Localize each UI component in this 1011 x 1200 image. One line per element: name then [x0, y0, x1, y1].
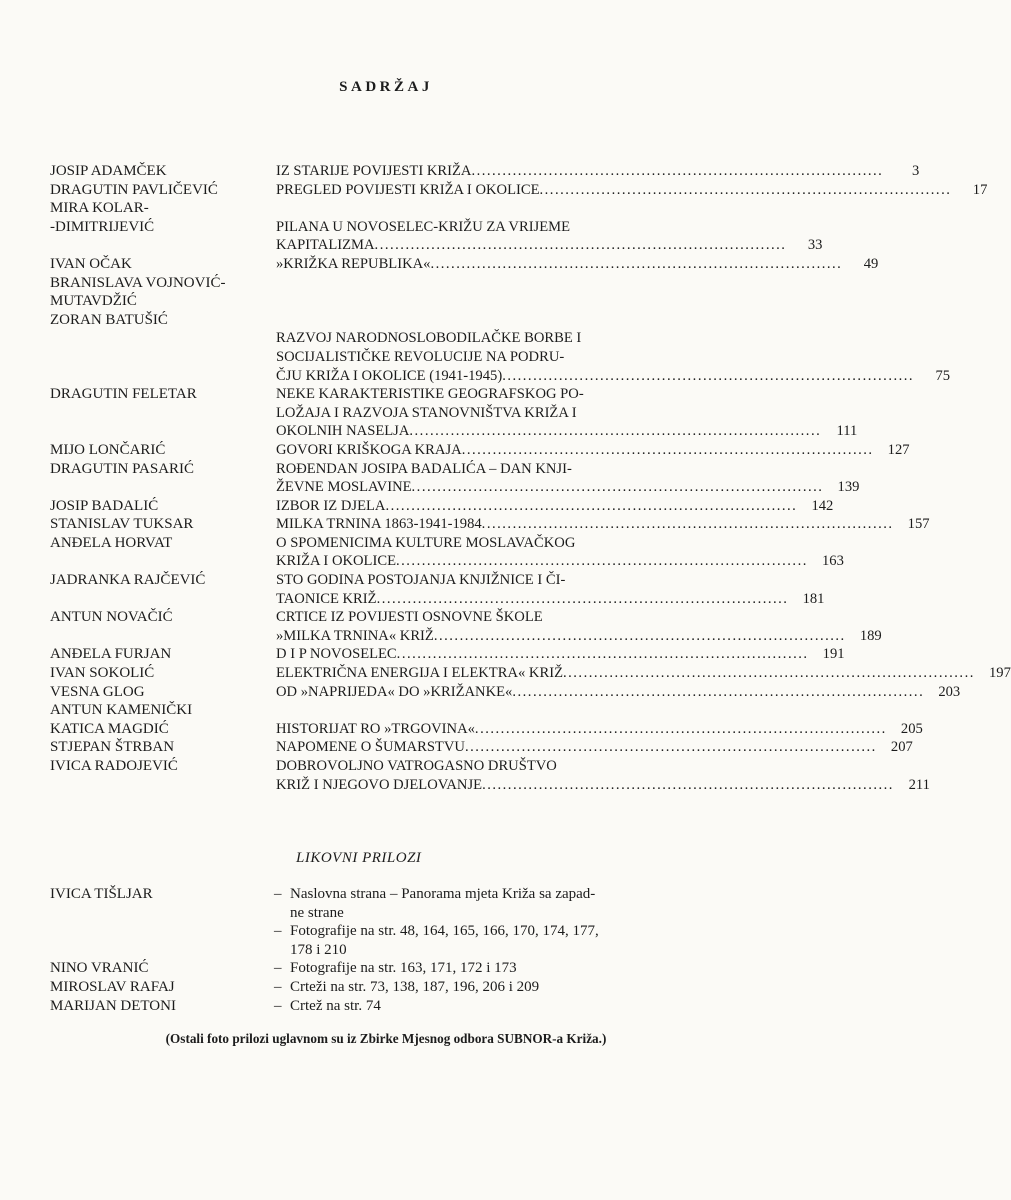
toc-author [0, 255, 276, 274]
toc-entry [276, 720, 923, 739]
entry-title: KAPITALIZMA [276, 237, 375, 254]
author-name: MIJO LONČARIĆ [50, 441, 166, 458]
toc-row [0, 720, 923, 739]
page-number: 157 [907, 516, 930, 533]
toc-entry [276, 738, 913, 757]
page-number: 49 [863, 255, 879, 272]
author-name: MIRA KOLAR- [50, 200, 149, 217]
dot-leader: ................................................................................ [471, 163, 884, 179]
page-number [680, 329, 716, 348]
dot-leader [565, 571, 680, 590]
toc-line [276, 627, 882, 646]
author-name: JOSIP ADAMČEK [50, 163, 167, 179]
author-name: STJEPAN ŠTRBAN [50, 739, 175, 756]
toc-line [276, 497, 834, 516]
toc-line [276, 776, 930, 795]
page-number: 127 [887, 441, 910, 458]
page-number [680, 348, 716, 367]
credit-name: MARIJAN DETONI [50, 997, 176, 1014]
entry-title: D I P NOVOSELEC [276, 646, 397, 663]
page-number [680, 757, 716, 776]
credit-row [0, 885, 772, 959]
author-name: JADRANKA RAJČEVIĆ [50, 572, 206, 589]
toc-row [0, 385, 858, 441]
page-number: 211 [908, 776, 930, 793]
entry-title: TAONICE KRIŽ [276, 590, 377, 607]
toc-row [0, 664, 1011, 683]
entry-title: DOBROVOLJNO VATROGASNO DRUŠTVO [276, 758, 557, 774]
toc-row [0, 645, 845, 664]
entry-title: RAZVOJ NARODNOSLOBODILAČKE BORBE I [276, 330, 582, 347]
dot-leader: ................................................................................ [376, 590, 789, 607]
dot-leader: ................................................................................ [430, 255, 843, 272]
entry-title: SOCIJALISTIČKE REVOLUCIJE NA PODRU- [276, 348, 565, 365]
credit-text: Fotografije na str. 48, 164, 165, 166, 170, 174, 177, [290, 923, 599, 940]
page-number: 33 [807, 237, 823, 254]
credit-name: MIROSLAV RAFAJ [50, 978, 175, 995]
entry-title: GOVORI KRIŠKOGA KRAJA [276, 441, 462, 458]
toc-entry [276, 311, 951, 385]
author-name: IVAN OČAK [50, 255, 132, 272]
credit-dash: – [274, 886, 282, 902]
toc-row [0, 683, 961, 702]
toc-author [0, 645, 276, 664]
dot-leader: ................................................................................ [562, 665, 975, 682]
credit-line [274, 941, 660, 960]
toc-entry [276, 385, 858, 441]
page-number: 197 [988, 665, 1011, 682]
toc-author [0, 274, 276, 311]
author-name: KATICA MAGDIĆ [50, 720, 169, 737]
toc-row [0, 757, 930, 794]
author-name: IVICA RADOJEVIĆ [50, 758, 178, 774]
dot-leader: ................................................................................ [482, 776, 894, 793]
author-name: MUTAVDŽIĆ [50, 293, 137, 310]
page-number: 191 [822, 646, 845, 663]
page-title: SADRŽAJ [339, 79, 433, 95]
author-name: IVAN SOKOLIĆ [50, 665, 155, 682]
page-number: 189 [859, 627, 882, 644]
credit-description [274, 978, 660, 997]
dot-leader [581, 329, 680, 348]
toc-row [0, 274, 772, 311]
page-number [680, 534, 716, 553]
credit-row [0, 978, 772, 997]
page-number: 205 [900, 720, 923, 737]
toc-line [276, 738, 913, 757]
toc-row [0, 701, 772, 720]
toc-entry [276, 441, 910, 460]
author-name: STANISLAV TUKSAR [50, 516, 194, 533]
toc-row [0, 162, 920, 181]
toc-row [0, 181, 988, 200]
dot-leader [570, 218, 680, 237]
entry-title: OKOLNIH NASELJA [276, 423, 410, 440]
credit-dash: – [274, 978, 282, 995]
dot-leader: ................................................................................ [396, 646, 809, 663]
credit-line [274, 922, 660, 941]
credit-description [274, 885, 660, 959]
page-number [680, 385, 716, 404]
dot-leader: ................................................................................ [409, 423, 822, 440]
entry-title: KRIŽ I NJEGOVO DJELOVANJE [276, 776, 483, 793]
toc-author [0, 199, 276, 255]
dot-leader: ................................................................................ [464, 739, 877, 756]
page-number: 181 [802, 590, 825, 607]
toc-entry [276, 571, 825, 608]
toc-entry [276, 497, 834, 516]
credit-text: Fotografije na str. 163, 171, 172 i 173 [290, 960, 517, 977]
entry-title: CRTICE IZ POVIJESTI OSNOVNE ŠKOLE [276, 609, 543, 626]
toc-author [0, 311, 276, 385]
author-name: ZORAN BATUŠIĆ [50, 311, 168, 328]
dot-leader [543, 608, 680, 627]
credit-line [274, 885, 660, 904]
toc-author [0, 534, 276, 571]
toc-line [276, 571, 716, 590]
toc-author [0, 701, 276, 720]
credit-dash [274, 904, 290, 923]
toc-line [276, 181, 988, 200]
toc-entry [276, 608, 882, 645]
toc-author [0, 515, 276, 534]
author-name: ANTUN NOVAČIĆ [50, 609, 173, 626]
credit-description [274, 997, 660, 1016]
toc-line [276, 329, 716, 348]
page-number: 3 [912, 163, 920, 179]
toc-author [0, 460, 276, 497]
toc-entry [276, 664, 1011, 683]
page-number: 75 [935, 367, 951, 384]
toc-row [0, 608, 882, 645]
entry-title: LOŽAJA I RAZVOJA STANOVNIŠTVA KRIŽA I [276, 404, 577, 421]
toc-row [0, 515, 930, 534]
author-name: JOSIP BADALIĆ [50, 497, 159, 514]
dot-leader: ................................................................................ [411, 479, 824, 496]
toc-author [0, 162, 276, 181]
entry-title: »MILKA TRNINA« KRIŽ [276, 627, 434, 644]
toc-line [276, 218, 716, 237]
credit-text: 178 i 210 [290, 941, 347, 958]
toc-entry [276, 645, 845, 664]
entry-title: STO GODINA POSTOJANJA KNJIŽNICE I ČI- [276, 572, 566, 589]
page-number: 139 [837, 479, 860, 496]
credit-description [274, 959, 660, 978]
toc-line [276, 367, 951, 386]
toc-row [0, 497, 834, 516]
page-number: 17 [972, 181, 988, 198]
credits-title: LIKOVNI PRILOZI [296, 850, 422, 866]
toc-line [276, 422, 858, 441]
toc-line [276, 441, 910, 460]
author-name: ANTUN KAMENIČKI [50, 702, 193, 719]
entry-title: »KRIŽKA REPUBLIKA« [276, 255, 431, 272]
toc-entry [276, 534, 844, 571]
page-number: 207 [890, 739, 913, 756]
toc-row [0, 738, 913, 757]
toc-author [0, 441, 276, 460]
page-number [680, 404, 716, 423]
toc-entry [276, 162, 920, 181]
toc-line [276, 552, 844, 571]
toc-author [0, 738, 276, 757]
toc-entry [276, 515, 930, 534]
dot-leader [572, 460, 680, 479]
page-number [680, 571, 716, 590]
toc-line [276, 757, 716, 776]
toc-row [0, 441, 910, 460]
credit-line [274, 978, 660, 997]
credit-text: Crteži na str. 73, 138, 187, 196, 206 i 209 [290, 978, 540, 995]
dot-leader: ................................................................................ [539, 181, 952, 198]
toc-line [276, 720, 923, 739]
dot-leader [557, 757, 680, 776]
toc-line [276, 590, 825, 609]
toc-line [276, 515, 930, 534]
dot-leader [575, 534, 680, 553]
page-number: 111 [836, 423, 858, 440]
dot-leader: ................................................................................ [474, 720, 887, 737]
entry-title: O SPOMENICIMA KULTURE MOSLAVAČKOG [276, 534, 576, 551]
dot-leader: ................................................................................ [481, 516, 894, 533]
toc-line [276, 404, 716, 423]
toc-line [276, 460, 716, 479]
dot-leader [577, 404, 680, 423]
toc-entry [276, 274, 716, 311]
credit-row [0, 959, 772, 978]
toc-author [0, 664, 276, 683]
toc-entry [276, 199, 823, 255]
credit-name: NINO VRANIĆ [50, 960, 149, 977]
entry-title: MILKA TRNINA 1863-1941-1984 [276, 516, 482, 533]
entry-title: KRIŽA I OKOLICE [276, 553, 396, 570]
author-name: DRAGUTIN FELETAR [50, 386, 197, 403]
author-name: BRANISLAVA VOJNOVIĆ- [50, 274, 226, 291]
toc-entry [276, 757, 930, 794]
toc-line [276, 534, 716, 553]
dot-leader: ................................................................................ [502, 367, 915, 384]
page-number: 203 [938, 683, 961, 700]
toc-author [0, 571, 276, 608]
toc-line [276, 236, 823, 255]
credit-text: Naslovna strana – Panorama mjeta Križa sa zapad- [290, 886, 596, 902]
toc-entry [276, 181, 988, 200]
toc-line [276, 162, 920, 181]
toc-line [276, 664, 1011, 683]
page-number [680, 460, 716, 479]
author-name: VESNA GLOG [50, 683, 145, 700]
toc-row [0, 255, 879, 274]
entry-title: HISTORIJAT RO »TRGOVINA« [276, 720, 475, 737]
dot-leader: ................................................................................ [385, 497, 798, 514]
toc-line [276, 683, 961, 702]
toc-row [0, 534, 844, 571]
toc-line [276, 645, 845, 664]
entry-title: NAPOMENE O ŠUMARSTVU [276, 739, 465, 756]
author-name: DRAGUTIN PASARIĆ [50, 460, 195, 477]
toc-entry [276, 683, 961, 702]
credit-text: ne strane [290, 904, 344, 921]
author-name: ANĐELA HORVAT [50, 534, 173, 551]
toc-entry [276, 701, 716, 720]
entry-title: ROĐENDAN JOSIPA BADALIĆA – DAN KNJI- [276, 460, 572, 477]
toc-row [0, 311, 951, 385]
entry-title: ŽEVNE MOSLAVINE [276, 479, 412, 496]
author-name: DRAGUTIN PAVLIČEVIĆ [50, 181, 218, 198]
credit-line [274, 959, 660, 978]
toc-author [0, 385, 276, 441]
toc-author [0, 757, 276, 794]
dot-leader: ................................................................................ [461, 441, 874, 458]
entry-title: OD »NAPRIJEDA« DO »KRIŽANKE« [276, 683, 513, 700]
page-number [680, 608, 716, 627]
dot-leader [584, 385, 680, 404]
toc-author [0, 608, 276, 645]
dot-leader [564, 348, 680, 367]
credit-dash: – [274, 997, 282, 1014]
page-number [680, 218, 716, 237]
credit-line [274, 997, 660, 1016]
toc-author [0, 181, 276, 200]
toc-row [0, 199, 823, 255]
dot-leader: ................................................................................ [395, 553, 808, 570]
toc-line [276, 255, 879, 274]
toc-author [0, 683, 276, 702]
entry-title: PILANA U NOVOSELEC-KRIŽU ZA VRIJEME [276, 218, 571, 235]
entry-title: IZBOR IZ DJELA [276, 497, 386, 514]
toc-line [276, 385, 716, 404]
toc-author [0, 720, 276, 739]
credit-name: IVICA TIŠLJAR [50, 886, 153, 902]
dot-leader: ................................................................................ [433, 627, 846, 644]
entry-title: NEKE KARAKTERISTIKE GEOGRAFSKOG PO- [276, 386, 584, 403]
credit-line [274, 904, 660, 923]
page-number: 142 [811, 497, 834, 514]
credit-dash: – [274, 960, 282, 977]
entry-title: ČJU KRIŽA I OKOLICE (1941-1945) [276, 367, 503, 384]
credit-row [0, 997, 772, 1016]
entry-title: ELEKTRIČNA ENERGIJA I ELEKTRA« KRIŽ [276, 665, 563, 682]
toc-row [0, 571, 825, 608]
dot-leader: ................................................................................ [512, 683, 925, 700]
page-number: 163 [821, 553, 844, 570]
credits-list [0, 885, 772, 1015]
credit-text: Crtež na str. 74 [290, 997, 381, 1014]
footnote: (Ostali foto prilozi uglavnom su iz Zbirke Mjesnog odbora SUBNOR-a Križa.) [165, 1031, 607, 1046]
toc-line [276, 348, 716, 367]
table-of-contents [0, 162, 1011, 794]
toc-line [276, 478, 860, 497]
author-name: -DIMITRIJEVIĆ [50, 218, 155, 235]
toc-author [0, 497, 276, 516]
entry-title: IZ STARIJE POVIJESTI KRIŽA [276, 163, 472, 179]
dot-leader: ................................................................................ [374, 237, 787, 254]
credit-dash: – [274, 923, 282, 940]
toc-entry [276, 255, 879, 274]
credit-dash [274, 941, 290, 960]
author-name: ANĐELA FURJAN [50, 646, 172, 663]
toc-line [276, 608, 716, 627]
toc-row [0, 460, 860, 497]
toc-entry [276, 460, 860, 497]
entry-title: PREGLED POVIJESTI KRIŽA I OKOLICE [276, 181, 540, 198]
